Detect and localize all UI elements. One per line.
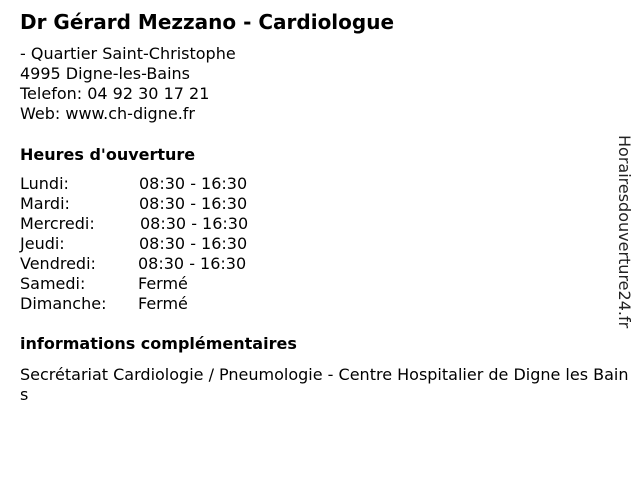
info-heading: informations complémentaires (20, 334, 297, 353)
hours-time-value: 08:30 - 16:30 (139, 174, 248, 193)
hours-time-value: Fermé (138, 294, 188, 313)
hours-heading: Heures d'ouverture (20, 145, 196, 164)
website-link[interactable]: Web: www.ch-digne.fr (20, 104, 195, 123)
hours-day-label: Lundi: (20, 174, 69, 193)
hours-day-label: Samedi: (20, 274, 86, 293)
address-city: 4995 Digne-les-Bains (20, 64, 191, 83)
hours-day-label: Mardi: (20, 194, 70, 213)
site-watermark: Horairesdouverture24.fr (615, 135, 634, 329)
hours-time-value: 08:30 - 16:30 (139, 194, 248, 213)
hours-day-label: Jeudi: (20, 234, 65, 253)
address-street: - Quartier Saint-Christophe (20, 44, 236, 63)
phone-number[interactable]: Telefon: 04 92 30 17 21 (20, 84, 210, 103)
hours-time-value: Fermé (138, 274, 188, 293)
info-description: Secrétariat Cardiologie / Pneumologie - Centre Hospitalier de Digne les Bains (20, 365, 629, 404)
hours-day-label: Mercredi: (20, 214, 95, 233)
page-title: Dr Gérard Mezzano - Cardiologue (20, 10, 395, 34)
hours-time-value: 08:30 - 16:30 (138, 254, 247, 273)
hours-day-label: Vendredi: (20, 254, 96, 273)
hours-time-value: 08:30 - 16:30 (139, 234, 248, 253)
hours-time-value: 08:30 - 16:30 (140, 214, 249, 233)
address-block (20, 44, 236, 124)
hours-day-label: Dimanche: (20, 294, 107, 313)
